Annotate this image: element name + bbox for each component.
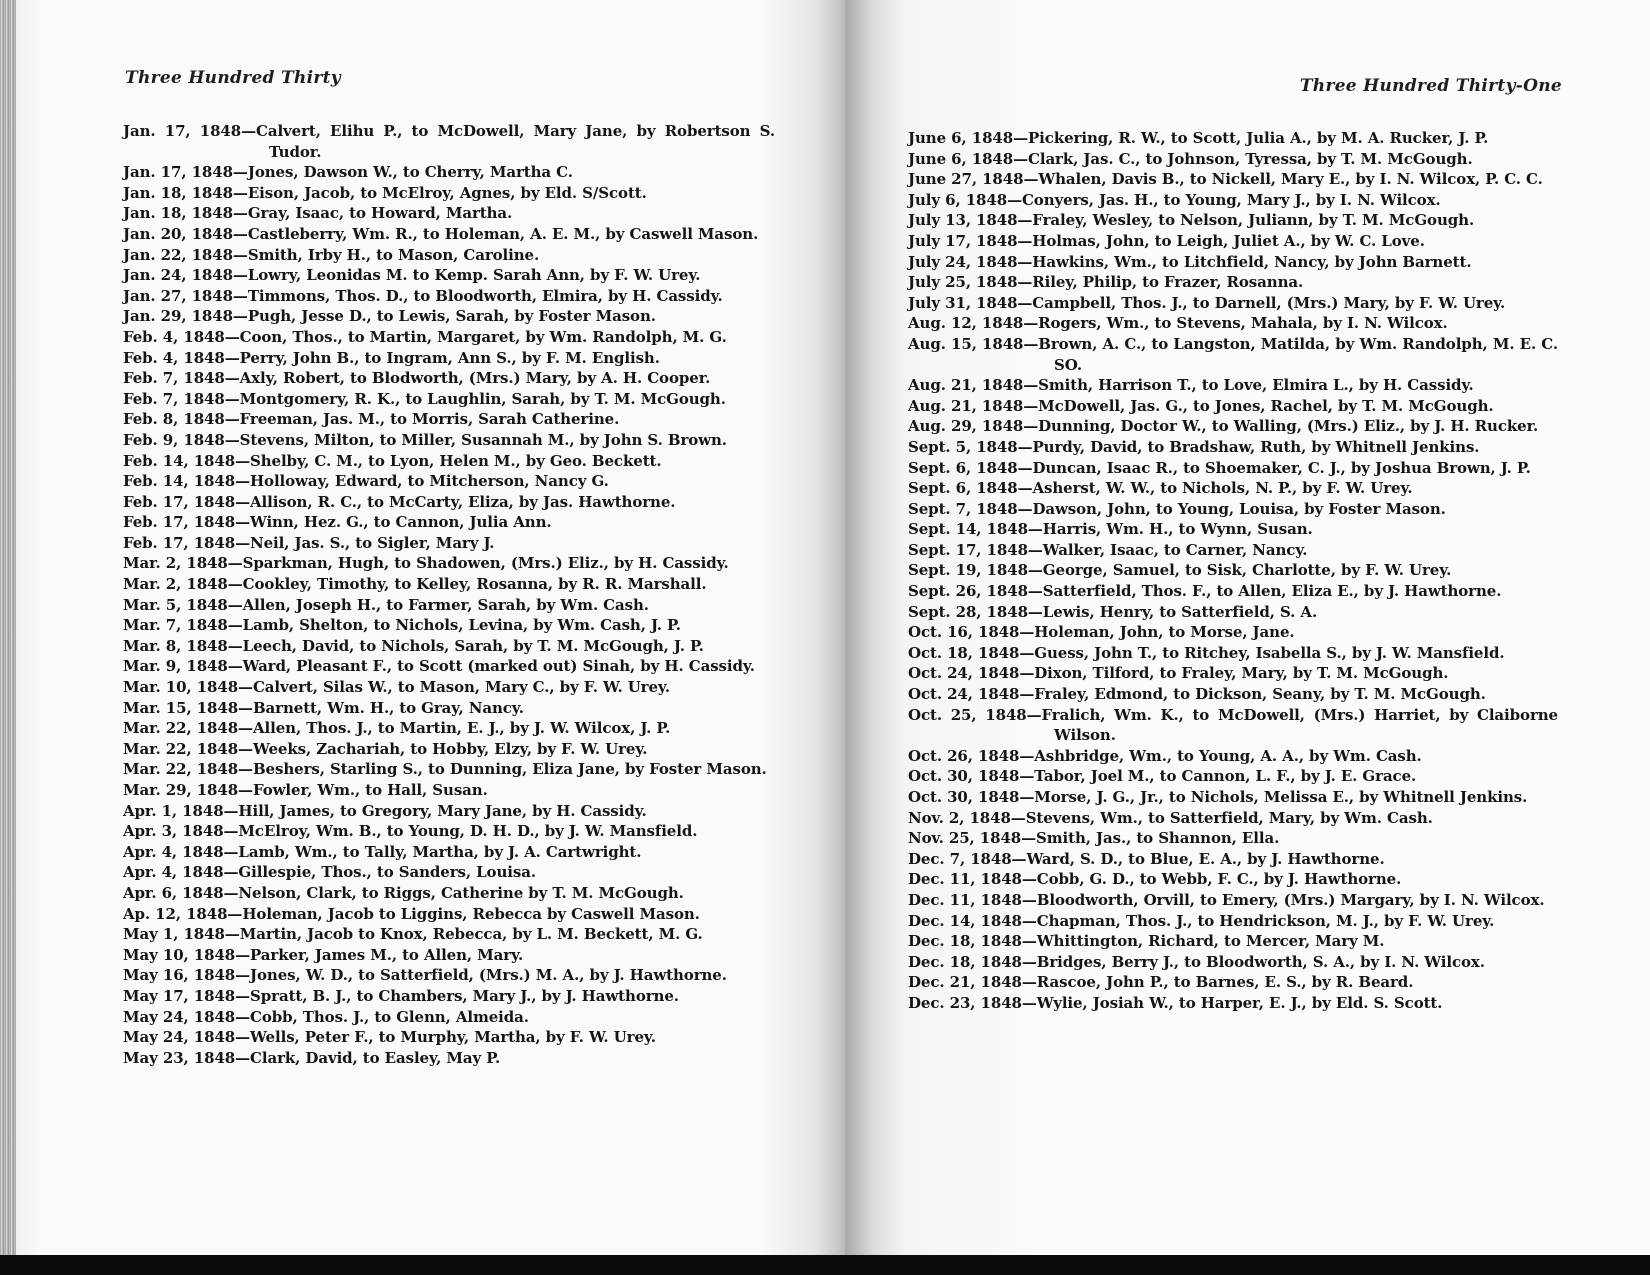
- marriage-record-entry: Aug. 29, 1848—Dunning, Doctor W., to Walling, (Mrs.) Eliz., by J. H. Rucker.: [908, 417, 1539, 436]
- marriage-record-entry: Sept. 5, 1848—Purdy, David, to Bradshaw, Ruth, by Whitnell Jenkins.: [908, 437, 1480, 456]
- marriage-record-entry: July 25, 1848—Riley, Philip, to Frazer, Rosanna.: [908, 273, 1304, 292]
- marriage-record-entry: Mar. 10, 1848—Calvert, Silas W., to Mason, Mary C., by F. W. Urey.: [123, 678, 670, 697]
- marriage-record-entry: Dec. 11, 1848—Cobb, G. D., to Webb, F. C., by J. Hawthorne.: [908, 870, 1402, 889]
- marriage-record-entry: June 6, 1848—Clark, Jas. C., to Johnson, Tyressa, by T. M. McGough.: [908, 149, 1473, 168]
- marriage-record-entry: Jan. 27, 1848—Timmons, Thos. D., to Bloodworth, Elmira, by H. Cassidy.: [123, 286, 723, 305]
- marriage-record-entry: July 13, 1848—Fraley, Wesley, to Nelson, Juliann, by T. M. McGough.: [908, 211, 1475, 230]
- left-entry-list: [123, 121, 775, 1068]
- marriage-record-entry: June 6, 1848—Pickering, R. W., to Scott, Julia A., by M. A. Rucker, J. P.: [908, 129, 1489, 147]
- marriage-record-entry: Oct. 24, 1848—Fraley, Edmond, to Dickson, Seany, by T. M. McGough.: [908, 685, 1486, 704]
- marriage-record-entry: Sept. 6, 1848—Duncan, Isaac R., to Shoemaker, C. J., by Joshua Brown, J. P.: [908, 458, 1531, 477]
- marriage-record-entry: Apr. 4, 1848—Lamb, Wm., to Tally, Martha, by J. A. Cartwright.: [123, 842, 642, 861]
- marriage-record-entry: Apr. 4, 1848—Gillespie, Thos., to Sanders, Louisa.: [123, 863, 536, 882]
- marriage-record-entry: Sept. 28, 1848—Lewis, Henry, to Satterfield, S. A.: [908, 602, 1318, 621]
- marriage-record-entry: Feb. 4, 1848—Perry, John B., to Ingram, Ann S., by F. M. English.: [123, 348, 660, 367]
- marriage-record-entry: July 17, 1848—Holmas, John, to Leigh, Juliet A., by W. C. Love.: [908, 231, 1425, 250]
- marriage-record-entry: Jan. 29, 1848—Pugh, Jesse D., to Lewis, Sarah, by Foster Mason.: [123, 307, 656, 326]
- marriage-record-entry: Oct. 26, 1848—Ashbridge, Wm., to Young, A. A., by Wm. Cash.: [908, 746, 1422, 765]
- marriage-record-entry: Sept. 19, 1848—George, Samuel, to Sisk, Charlotte, by F. W. Urey.: [908, 561, 1452, 580]
- marriage-record-entry: Dec. 7, 1848—Ward, S. D., to Blue, E. A., by J. Hawthorne.: [908, 849, 1385, 868]
- marriage-record-entry: Feb. 17, 1848—Winn, Hez. G., to Cannon, Julia Ann.: [123, 513, 552, 532]
- marriage-record-entry: July 31, 1848—Campbell, Thos. J., to Darnell, (Mrs.) Mary, by F. W. Urey.: [908, 293, 1506, 312]
- marriage-record-entry: Mar. 9, 1848—Ward, Pleasant F., to Scott (marked out) Sinah, by H. Cassidy.: [123, 657, 755, 676]
- left-running-head: Three Hundred Thirty: [125, 68, 341, 88]
- marriage-record-entry: Oct. 30, 1848—Tabor, Joel M., to Cannon, L. F., by J. E. Grace.: [908, 767, 1417, 786]
- marriage-record-entry: May 17, 1848—Spratt, B. J., to Chambers, Mary J., by J. Hawthorne.: [123, 986, 679, 1005]
- marriage-record-entry: Dec. 14, 1848—Chapman, Thos. J., to Hendrickson, M. J., by F. W. Urey.: [908, 911, 1495, 930]
- marriage-record-entry: Sept. 14, 1848—Harris, Wm. H., to Wynn, Susan.: [908, 520, 1313, 539]
- marriage-record-entry: Jan. 24, 1848—Lowry, Leonidas M. to Kemp. Sarah Ann, by F. W. Urey.: [123, 266, 701, 285]
- marriage-record-entry: Dec. 18, 1848—Whittington, Richard, to Mercer, Mary M.: [908, 932, 1385, 951]
- marriage-record-entry: Aug. 21, 1848—McDowell, Jas. G., to Jones, Rachel, by T. M. McGough.: [908, 396, 1494, 415]
- scanner-bottom-edge: [0, 1255, 1650, 1275]
- marriage-record-entry: Jan. 20, 1848—Castleberry, Wm. R., to Holeman, A. E. M., by Caswell Mason.: [123, 224, 759, 243]
- marriage-record-entry: Mar. 22, 1848—Allen, Thos. J., to Martin, E. J., by J. W. Wilcox, J. P.: [123, 719, 671, 738]
- marriage-record-entry: Mar. 29, 1848—Fowler, Wm., to Hall, Susan.: [123, 781, 488, 799]
- marriage-record-entry: May 24, 1848—Wells, Peter F., to Murphy, Martha, by F. W. Urey.: [123, 1028, 656, 1047]
- marriage-record-entry: Feb. 14, 1848—Holloway, Edward, to Mitcherson, Nancy G.: [123, 472, 609, 491]
- marriage-record-entry: Mar. 5, 1848—Allen, Joseph H., to Farmer, Sarah, by Wm. Cash.: [123, 595, 649, 614]
- marriage-record-entry: Apr. 1, 1848—Hill, James, to Gregory, Mary Jane, by H. Cassidy.: [123, 801, 647, 820]
- marriage-record-entry: Jan. 17, 1848—Calvert, Elihu P., to McDowell, Mary Jane, by Robertson S. Tudor.: [123, 122, 775, 161]
- marriage-record-entry: Dec. 21, 1848—Rascoe, John P., to Barnes, E. S., by R. Beard.: [908, 973, 1414, 992]
- marriage-record-entry: Mar. 22, 1848—Beshers, Starling S., to Dunning, Eliza Jane, by Foster Mason.: [123, 760, 767, 779]
- marriage-record-entry: Jan. 18, 1848—Eison, Jacob, to McElroy, Agnes, by Eld. S/Scott.: [123, 183, 647, 202]
- marriage-record-entry: Oct. 25, 1848—Fralich, Wm. K., to McDowell, (Mrs.) Harriet, by Claiborne Wilson.: [908, 705, 1558, 745]
- marriage-record-entry: Feb. 9, 1848—Stevens, Milton, to Miller, Susannah M., by John S. Brown.: [123, 430, 727, 449]
- marriage-record-entry: Oct. 30, 1848—Morse, J. G., Jr., to Nichols, Melissa E., by Whitnell Jenkins.: [908, 788, 1528, 806]
- marriage-record-entry: July 24, 1848—Hawkins, Wm., to Litchfield, Nancy, by John Barnett.: [908, 252, 1472, 271]
- page-edges: [0, 0, 16, 1255]
- marriage-record-entry: Oct. 24, 1848—Dixon, Tilford, to Fraley, Mary, by T. M. McGough.: [908, 664, 1449, 683]
- marriage-record-entry: Aug. 21, 1848—Smith, Harrison T., to Love, Elmira L., by H. Cassidy.: [908, 376, 1474, 395]
- marriage-record-entry: Jan. 17, 1848—Jones, Dawson W., to Cherry, Martha C.: [123, 163, 573, 182]
- marriage-record-entry: Dec. 18, 1848—Bridges, Berry J., to Bloodworth, S. A., by I. N. Wilcox.: [908, 952, 1485, 971]
- marriage-record-entry: Dec. 23, 1848—Wylie, Josiah W., to Harper, E. J., by Eld. S. Scott.: [908, 993, 1443, 1012]
- marriage-record-entry: May 1, 1848—Martin, Jacob to Knox, Rebecca, by L. M. Beckett, M. G.: [123, 925, 703, 944]
- marriage-record-entry: Feb. 4, 1848—Coon, Thos., to Martin, Margaret, by Wm. Randolph, M. G.: [123, 327, 727, 346]
- marriage-record-entry: Nov. 2, 1848—Stevens, Wm., to Satterfield, Mary, by Wm. Cash.: [908, 808, 1433, 827]
- marriage-record-entry: July 6, 1848—Conyers, Jas. H., to Young, Mary J., by I. N. Wilcox.: [908, 190, 1441, 209]
- right-running-head: Three Hundred Thirty-One: [1299, 76, 1562, 96]
- marriage-record-entry: Feb. 7, 1848—Axly, Robert, to Blodworth, (Mrs.) Mary, by A. H. Cooper.: [123, 369, 711, 388]
- marriage-record-entry: Mar. 15, 1848—Barnett, Wm. H., to Gray, Nancy.: [123, 698, 524, 717]
- marriage-record-entry: Jan. 22, 1848—Smith, Irby H., to Mason, Caroline.: [123, 245, 540, 264]
- marriage-record-entry: May 16, 1848—Jones, W. D., to Satterfield, (Mrs.) M. A., by J. Hawthorne.: [123, 966, 727, 985]
- marriage-record-entry: Nov. 25, 1848—Smith, Jas., to Shannon, Ella.: [908, 829, 1280, 848]
- marriage-record-entry: Aug. 12, 1848—Rogers, Wm., to Stevens, Mahala, by I. N. Wilcox.: [908, 314, 1448, 333]
- marriage-record-entry: May 24, 1848—Cobb, Thos. J., to Glenn, Almeida.: [123, 1007, 529, 1026]
- marriage-record-entry: Oct. 16, 1848—Holeman, John, to Morse, Jane.: [908, 623, 1295, 642]
- marriage-record-entry: Aug. 15, 1848—Brown, A. C., to Langston, Matilda, by Wm. Randolph, M. E. C. SO.: [908, 334, 1558, 374]
- marriage-record-entry: Jan. 18, 1848—Gray, Isaac, to Howard, Martha.: [123, 204, 513, 223]
- marriage-record-entry: Ap. 12, 1848—Holeman, Jacob to Liggins, Rebecca by Caswell Mason.: [123, 904, 700, 923]
- marriage-record-entry: Feb. 8, 1848—Freeman, Jas. M., to Morris, Sarah Catherine.: [123, 410, 620, 429]
- marriage-record-entry: Sept. 17, 1848—Walker, Isaac, to Carner, Nancy.: [908, 540, 1308, 559]
- marriage-record-entry: Apr. 3, 1848—McElroy, Wm. B., to Young, D. H. D., by J. W. Mansfield.: [123, 822, 698, 841]
- marriage-record-entry: May 23, 1848—Clark, David, to Easley, May P.: [123, 1048, 501, 1067]
- marriage-record-entry: Sept. 7, 1848—Dawson, John, to Young, Louisa, by Foster Mason.: [908, 499, 1446, 518]
- marriage-record-entry: Feb. 17, 1848—Allison, R. C., to McCarty, Eliza, by Jas. Hawthorne.: [123, 492, 676, 511]
- marriage-record-entry: June 27, 1848—Whalen, Davis B., to Nickell, Mary E., by I. N. Wilcox, P. C. C.: [908, 170, 1543, 189]
- marriage-record-entry: Mar. 8, 1848—Leech, David, to Nichols, Sarah, by T. M. McGough, J. P.: [123, 636, 704, 655]
- marriage-record-entry: Feb. 14, 1848—Shelby, C. M., to Lyon, Helen M., by Geo. Beckett.: [123, 451, 662, 470]
- marriage-record-entry: Feb. 7, 1848—Montgomery, R. K., to Laughlin, Sarah, by T. M. McGough.: [123, 389, 726, 408]
- marriage-record-entry: Feb. 17, 1848—Neil, Jas. S., to Sigler, Mary J.: [123, 533, 495, 552]
- marriage-record-entry: Dec. 11, 1848—Bloodworth, Orvill, to Emery, (Mrs.) Margary, by I. N. Wilcox.: [908, 890, 1545, 909]
- marriage-record-entry: Oct. 18, 1848—Guess, John T., to Ritchey, Isabella S., by J. W. Mansfield.: [908, 643, 1505, 662]
- marriage-record-entry: Sept. 6, 1848—Asherst, W. W., to Nichols, N. P., by F. W. Urey.: [908, 479, 1413, 498]
- marriage-record-entry: Mar. 2, 1848—Sparkman, Hugh, to Shadowen, (Mrs.) Eliz., by H. Cassidy.: [123, 554, 729, 573]
- marriage-record-entry: Sept. 26, 1848—Satterfield, Thos. F., to Allen, Eliza E., by J. Hawthorne.: [908, 582, 1502, 601]
- marriage-record-entry: Mar. 22, 1848—Weeks, Zachariah, to Hobby, Elzy, by F. W. Urey.: [123, 739, 648, 758]
- marriage-record-entry: May 10, 1848—Parker, James M., to Allen, Mary.: [123, 945, 524, 964]
- marriage-record-entry: Mar. 2, 1848—Cookley, Timothy, to Kelley, Rosanna, by R. R. Marshall.: [123, 575, 707, 594]
- marriage-record-entry: Apr. 6, 1848—Nelson, Clark, to Riggs, Catherine by T. M. McGough.: [123, 883, 684, 902]
- right-entry-list: [908, 128, 1558, 1014]
- marriage-record-entry: Mar. 7, 1848—Lamb, Shelton, to Nichols, Levina, by Wm. Cash, J. P.: [123, 616, 681, 635]
- right-page: [845, 0, 1650, 1255]
